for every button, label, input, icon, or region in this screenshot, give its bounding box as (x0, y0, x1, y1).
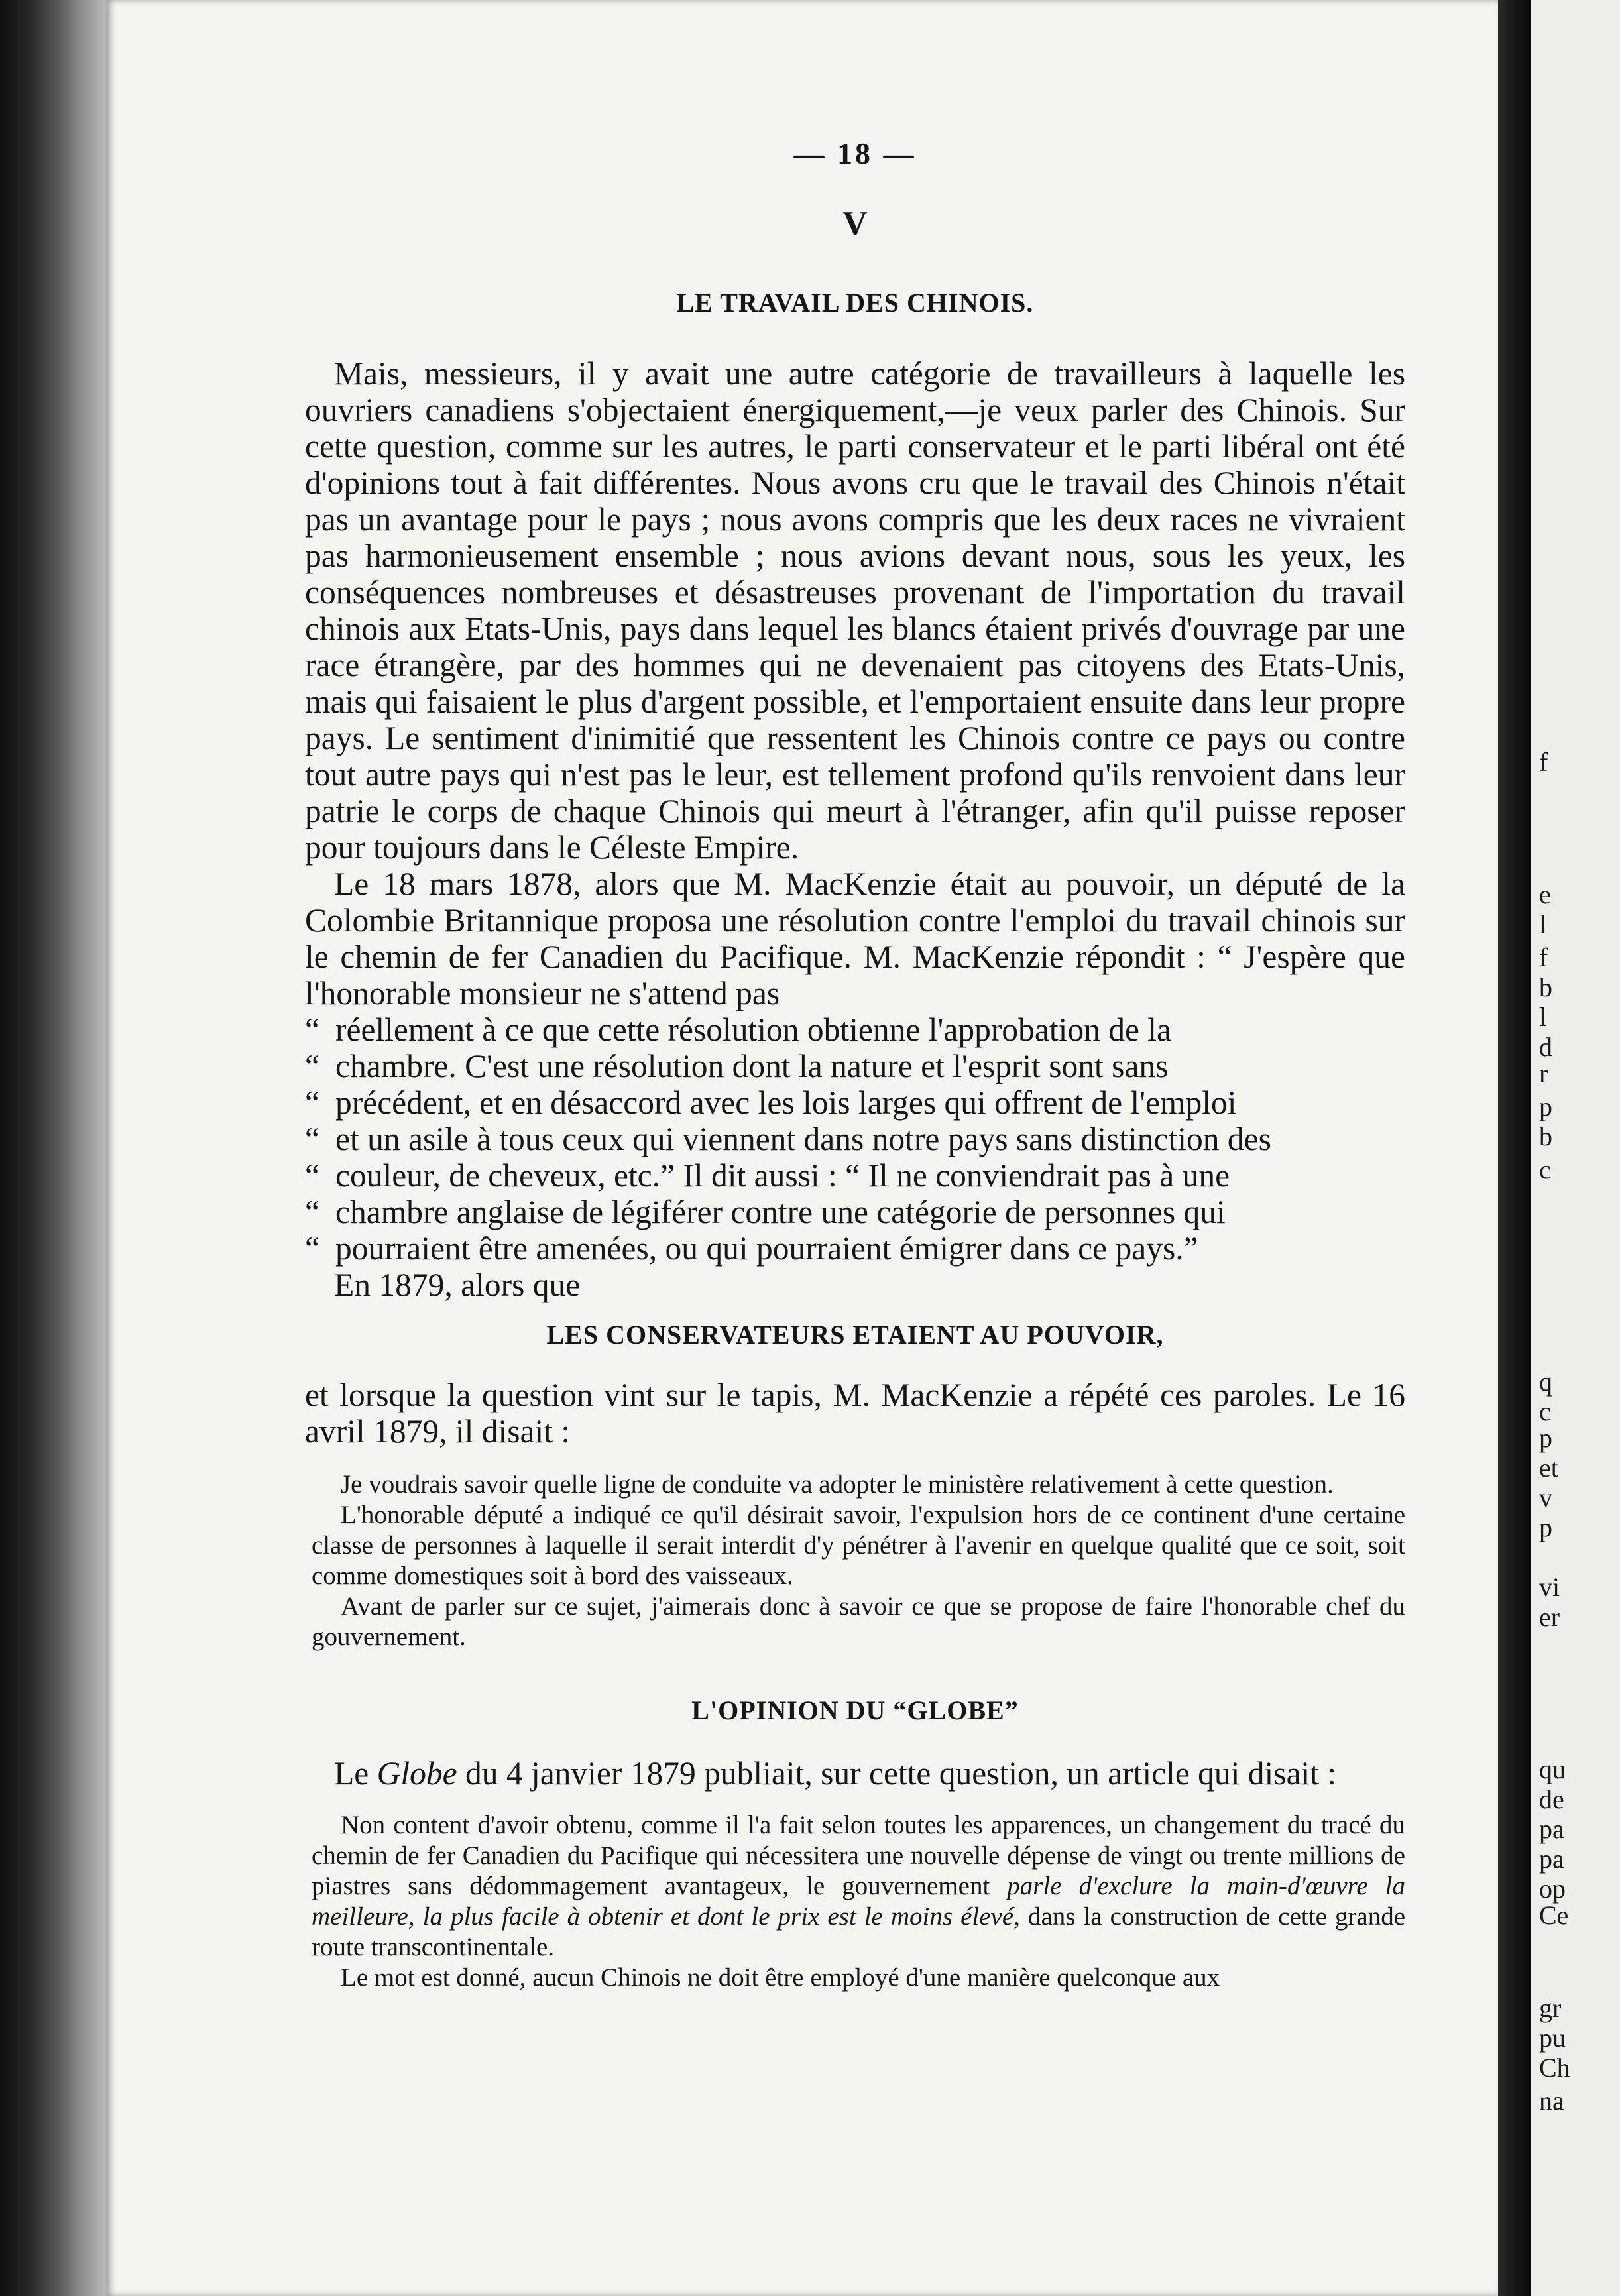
quotation-mark: “ (305, 1011, 319, 1048)
page-content (305, 136, 1405, 1993)
quoted-speech-text: pourraient être amenées, ou qui pourraient émigrer dans ce pays.” (335, 1230, 1198, 1267)
facing-page-letter: c (1539, 1397, 1551, 1426)
facing-page-letter: vi (1539, 1572, 1560, 1602)
quotation-mark: “ (305, 1230, 319, 1267)
quote-paragraph: Je voudrais savoir quelle ligne de conduite va adopter le ministère relativement à cette question. (341, 1470, 1334, 1499)
quote-paragraph (312, 1810, 1405, 1963)
paragraph-rest: du 4 janvier 1879 publiait, sur cette question, un article qui disait : (465, 1755, 1337, 1792)
quoted-speech-text: chambre. C'est une résolution dont la nature et l'esprit sont sans (335, 1048, 1169, 1084)
facing-page-letter: p (1539, 1513, 1552, 1542)
paragraph: En 1879, alors que (334, 1267, 581, 1303)
facing-page-letter: Ce (1539, 1900, 1569, 1930)
section-heading-conservatives: LES CONSERVATEURS ETAIENT AU POUVOIR, (546, 1320, 1164, 1349)
facing-page-letter: c (1539, 1155, 1551, 1184)
quote-text-b: dans la construction de cette grande route transcontinentale. (312, 1902, 1406, 1961)
quoted-speech-text: précédent, et en désaccord avec les lois larges qui offrent de l'emploi (335, 1084, 1237, 1121)
quoted-speech-text: chambre anglaise de légiférer contre une catégorie de personnes qui (335, 1194, 1226, 1230)
paragraph: et lorsque la question vint sur le tapis, M. MacKenzie a répété ces paroles. Le 16 avril 1879, il disait : (305, 1377, 1405, 1450)
quoted-speech-text: couleur, de cheveux, etc.” Il dit aussi : “ Il ne conviendrait pas à une (335, 1157, 1230, 1194)
quoted-speech-text: réellement à ce que cette résolution obtienne l'approbation de la (335, 1011, 1172, 1048)
quote-text-a: Non content d'avoir obtenu, comme il l'a fait selon toutes les apparences, un changement du tracé du chemin de fer Canadien du Pacifique qui nécessitera une nouvelle dépense de vingt ou trente millions de piastres sans dédommagement avantageux, le gouvernement (312, 1811, 1405, 1900)
facing-page-letter: gr (1539, 1993, 1562, 2023)
block-quote (312, 1810, 1405, 1993)
facing-page-letter: q (1539, 1367, 1552, 1397)
paragraph: Mais, messieurs, il y avait une autre catégorie de travailleurs à laquelle les ouvriers canadiens s'objectaient énergiquement,—je veux parler des Chinois. Sur cette question, comme sur les autres, le parti conservateur et le parti libéral ont été d'opinions tout à fait différentes. Nous avons cru que le travail des Chinois n'était pas un avantage pour le pays ; nous avons compris que les deux races ne vivraient pas harmonieusement ensemble ; nous avions devant nous, sous les yeux, les conséquences nombreuses et désastreuses provenant de l'importation du travail chinois aux Etats-Unis, pays dans lequel les blancs étaient privés d'ouvrage par une race étrangère, par des hommes qui ne devenaient pas citoyens des Etats-Unis, mais qui faisaient le plus d'argent possible, et l'emportaient ensuite dans leur propre pays. Le sentiment d'inimitié que ressentent les Chinois contre ce pays ou contre tout autre pays qui n'est pas le leur, est tellement profond qu'ils renvoient dans leur patrie le corps de chaque Chinois qui meurt à l'étranger, afin qu'il puisse reposer pour toujours dans le Céleste Empire. (305, 355, 1405, 866)
newspaper-title: Globe (376, 1755, 457, 1792)
facing-page-letter: de (1539, 1784, 1564, 1814)
facing-page-letter: Ch (1539, 2053, 1570, 2083)
quoted-speech-text: et un asile à tous ceux qui viennent dans notre pays sans distinction des (335, 1121, 1271, 1157)
quotation-mark: “ (305, 1121, 319, 1157)
quoted-speech-line (305, 1194, 1405, 1230)
quoted-speech-line (305, 1157, 1405, 1194)
page-number: — 18 — (793, 137, 917, 170)
paragraph: Le 18 mars 1878, alors que M. MacKenzie était au pouvoir, un député de la Colombie Britannique proposa une résolution contre l'emploi du travail chinois sur le chemin de fer Canadien du Pacifique. M. MacKenzie répondit : “ J'espère que l'honorable monsieur ne s'attend pas (305, 866, 1405, 1011)
quoted-speech-line (305, 1011, 1405, 1048)
facing-page-letter: qu (1539, 1754, 1566, 1784)
block-quote (312, 1469, 1405, 1652)
quotation-mark: “ (305, 1048, 319, 1084)
quote-paragraph: L'honorable député a indiqué ce qu'il désirait savoir, l'expulsion hors de ce continent d'une certaine classe de personnes à laquelle il serait interdit d'y pénétrer à l'avenir en quelque qualité que ce soit, soit comme domestiques soit à bord des vaisseaux. (312, 1501, 1405, 1590)
facing-page-letter: pu (1539, 2023, 1566, 2053)
facing-page-letter: na (1539, 2086, 1564, 2116)
quoted-speech-line (305, 1048, 1405, 1084)
facing-page-letter: op (1539, 1874, 1566, 1904)
quote-paragraph: Le mot est donné, aucun Chinois ne doit être employé d'une manière quelconque aux (341, 1963, 1220, 1992)
facing-page-letter: er (1539, 1602, 1560, 1632)
quoted-speech-line (305, 1084, 1405, 1121)
paragraph-lead: Le (334, 1755, 369, 1792)
facing-page-letter: pa (1539, 1844, 1564, 1874)
page-gutter-shadow (1498, 0, 1531, 2296)
quote-paragraph: Avant de parler sur ce sujet, j'aimerais donc à savoir ce que se propose de faire l'honorable chef du gouvernement. (312, 1592, 1405, 1651)
facing-page-letter: d (1539, 1032, 1552, 1062)
facing-page-letter: f (1539, 943, 1548, 972)
facing-page-fragment (1531, 0, 1620, 2296)
facing-page-letter: et (1539, 1453, 1558, 1483)
paragraph (305, 1755, 1405, 1792)
facing-page-letter: b (1539, 972, 1552, 1002)
facing-page-letter: pa (1539, 1814, 1564, 1844)
chapter-number: V (842, 205, 868, 243)
quotation-mark: “ (305, 1157, 319, 1194)
quote-italic: parle d'exclure la main-d'œuvre la meilleure, la plus facile à obtenir et dont le prix est le moins élevé, (312, 1872, 1405, 1931)
quoted-speech-line (305, 1230, 1405, 1267)
facing-page-letter: l (1539, 909, 1547, 939)
quotation-mark: “ (305, 1084, 319, 1121)
facing-page-letter: r (1539, 1059, 1548, 1088)
section-heading-chinese-labour: LE TRAVAIL DES CHINOIS. (676, 288, 1034, 317)
section-heading-globe: L'OPINION DU “GLOBE” (691, 1695, 1019, 1725)
book-binding-edge (0, 0, 106, 2296)
facing-page-letter: p (1539, 1423, 1552, 1453)
quoted-speech (305, 1011, 1405, 1267)
facing-page-letter: f (1539, 747, 1548, 777)
facing-page-letter: b (1539, 1121, 1552, 1151)
quoted-speech-line (305, 1121, 1405, 1157)
facing-page-letter: v (1539, 1483, 1552, 1513)
quotation-mark: “ (305, 1194, 319, 1230)
facing-page-letter: l (1539, 1002, 1547, 1032)
facing-page-letter: e (1539, 880, 1551, 909)
facing-page-letter: p (1539, 1092, 1552, 1121)
